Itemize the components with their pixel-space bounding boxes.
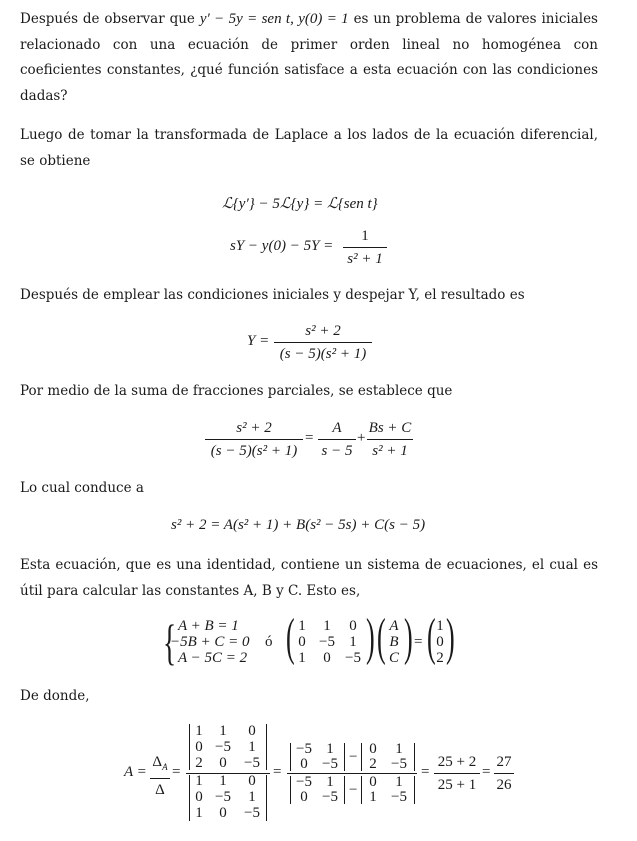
minor-num-1-left xyxy=(290,743,291,771)
delta-numerator xyxy=(150,752,170,777)
coef-cell-1-2: 1 xyxy=(323,618,331,634)
from-where-paragraph: De donde, xyxy=(20,688,90,704)
pf-bc-numerator: Bs + C xyxy=(368,420,412,436)
det-den-2-1: 0 xyxy=(195,789,203,805)
minor-num-1-a: −5 xyxy=(296,741,312,757)
det-num-3-1: 2 xyxy=(195,755,203,771)
laplace-equation-text: ℒ{y′} − 5ℒ{y} = ℒ{sen t} xyxy=(222,196,378,212)
system-eq-1: A + B = 1 xyxy=(178,618,239,634)
minor-den-2-d: −5 xyxy=(391,789,407,805)
pf-bc-denominator: s² + 1 xyxy=(372,443,408,459)
minor-num-2-a: 0 xyxy=(369,741,377,757)
cramer-equals-1: = xyxy=(172,764,181,780)
minor-den-minus: − xyxy=(349,782,358,798)
minor-num-minus: − xyxy=(349,749,358,765)
coef-matrix-left-paren: ( xyxy=(286,609,295,666)
final-numerator: 27 xyxy=(496,754,512,770)
minor-den-2-a: 0 xyxy=(369,774,377,790)
var-vector-right-paren: ) xyxy=(404,609,413,666)
transformed-numerator: 1 xyxy=(361,228,369,244)
minor-den-2-b: 1 xyxy=(395,774,403,790)
pf-left-fraction xyxy=(205,418,303,461)
coef-cell-3-2: 0 xyxy=(323,650,331,666)
minor-den-2-right xyxy=(414,776,415,804)
minor-den-1-d: −5 xyxy=(322,789,338,805)
minor-num-1-right xyxy=(344,743,345,771)
coef-cell-1-1: 1 xyxy=(298,618,306,634)
det-num-1-3: 0 xyxy=(248,723,256,739)
minor-num-2-right xyxy=(414,743,415,771)
det-num-1-2: 1 xyxy=(219,723,227,739)
coef-cell-3-3: −5 xyxy=(345,650,361,666)
pf-a-fraction xyxy=(318,418,356,461)
pf-a-numerator: A xyxy=(332,420,342,436)
result-fraction xyxy=(434,752,480,795)
var-vector-left-paren: ( xyxy=(377,609,386,666)
minor-den-1-right xyxy=(344,776,345,804)
var-b: B xyxy=(389,634,399,650)
det-num-2-1: 0 xyxy=(195,739,203,755)
rhs-2: 0 xyxy=(436,634,444,650)
coef-cell-2-3: 1 xyxy=(349,634,357,650)
result-denominator: 25 + 1 xyxy=(437,777,477,793)
system-brace: { xyxy=(163,614,177,670)
det-den-right-bar xyxy=(266,775,267,821)
cramer-equals-2: = xyxy=(273,764,282,780)
coef-cell-3-1: 1 xyxy=(298,650,306,666)
final-fraction xyxy=(494,752,514,795)
coef-cell-1-3: 0 xyxy=(349,618,357,634)
y-denominator: (s − 5)(s² + 1) xyxy=(279,346,367,362)
minor-num-2-b: 1 xyxy=(395,741,403,757)
partial-fractions-paragraph: Por medio de la suma de fracciones parciales, se establece que xyxy=(20,383,453,399)
det-num-3-3: −5 xyxy=(244,755,260,771)
y-fraction xyxy=(274,321,372,364)
delta-denominator: Δ xyxy=(155,782,165,798)
rhs-vector-right-paren: ) xyxy=(446,609,455,666)
minor-den-2-left xyxy=(361,776,362,804)
det-den-1-3: 0 xyxy=(248,773,256,789)
cramer-equals-3: = xyxy=(421,764,430,780)
transformed-denominator: s² + 1 xyxy=(347,251,383,267)
rhs-1: 1 xyxy=(436,618,444,634)
delta-fraction xyxy=(150,752,170,800)
minor-num-2-left xyxy=(361,743,362,771)
intro-ivp-equation: y′ − 5y = sen t, y(0) = 1 xyxy=(199,11,349,27)
final-denominator: 26 xyxy=(496,777,512,793)
pf-plus: + xyxy=(357,430,366,446)
system-paragraph: Esta ecuación, que es una identidad, contiene un sistema de ecuaciones, el cual es útil para calcular las constantes A, B y C. Esto es, xyxy=(20,557,598,599)
minor-num-2-c: 2 xyxy=(369,756,377,772)
minor-den-1-left xyxy=(290,776,291,804)
var-a: A xyxy=(389,618,399,634)
transformed-fraction xyxy=(343,226,387,269)
identity-text: s² + 2 = A(s² + 1) + B(s² − 5s) + C(s − 5) xyxy=(171,517,426,533)
y-numerator: s² + 2 xyxy=(305,323,341,339)
pf-a-denominator: s − 5 xyxy=(321,443,353,459)
det-den-3-1: 1 xyxy=(195,805,203,821)
det-den-2-2: −5 xyxy=(215,789,231,805)
minor-den-1-b: 1 xyxy=(326,774,334,790)
det-num-2-3: 1 xyxy=(248,739,256,755)
det-den-1-2: 1 xyxy=(219,773,227,789)
pf-left-numerator: s² + 2 xyxy=(236,420,272,436)
rhs-vector-left-paren: ( xyxy=(427,609,436,666)
result-numerator: 25 + 2 xyxy=(437,754,477,770)
leads-to-paragraph: Lo cual conduce a xyxy=(20,480,144,496)
vector-equals: = xyxy=(414,634,423,650)
minor-num-2-d: −5 xyxy=(391,756,407,772)
det-num-2-2: −5 xyxy=(215,739,231,755)
transformed-lhs: sY − y(0) − 5Y = xyxy=(230,238,334,254)
system-eq-2: −5B + C = 0 xyxy=(170,634,250,650)
intro-paragraph xyxy=(20,7,598,109)
coef-cell-2-2: −5 xyxy=(319,634,335,650)
minor-num-1-d: −5 xyxy=(322,756,338,772)
minor-den-1-a: −5 xyxy=(296,774,312,790)
coef-matrix-right-paren: ) xyxy=(366,609,375,666)
det-num-right-bar xyxy=(266,724,267,770)
det-den-3-3: −5 xyxy=(244,805,260,821)
det-num-1-1: 1 xyxy=(195,723,203,739)
y-lhs: Y = xyxy=(247,333,270,349)
rhs-3: 2 xyxy=(436,650,444,666)
a-lhs: A = xyxy=(124,764,147,780)
system-eq-3: A − 5C = 2 xyxy=(178,650,248,666)
det-den-1-1: 1 xyxy=(195,773,203,789)
laplace-intro-paragraph: Luego de tomar la transformada de Laplace a los lados de la ecuación diferencial, se obtiene xyxy=(20,127,598,169)
delta-a-subscript: A xyxy=(162,762,168,772)
det-den-left-bar xyxy=(189,775,190,821)
solve-y-paragraph: Después de emplear las condiciones iniciales y despejar Y, el resultado es xyxy=(20,287,525,303)
pf-equals: = xyxy=(305,430,314,446)
pf-left-denominator: (s − 5)(s² + 1) xyxy=(210,443,298,459)
det-den-2-3: 1 xyxy=(248,789,256,805)
det-den-3-2: 0 xyxy=(219,805,227,821)
cramer-equals-4: = xyxy=(482,764,491,780)
var-c: C xyxy=(388,650,399,666)
minor-den-1-c: 0 xyxy=(300,789,308,805)
minor-num-1-b: 1 xyxy=(326,741,334,757)
minor-den-2-c: 1 xyxy=(369,789,377,805)
det-num-left-bar xyxy=(189,724,190,770)
minor-num-1-c: 0 xyxy=(300,756,308,772)
det-num-3-2: 0 xyxy=(219,755,227,771)
coef-cell-2-1: 0 xyxy=(298,634,306,650)
delta-a-symbol: Δ xyxy=(152,754,163,770)
intro-text-start: Después de observar que xyxy=(20,11,200,27)
system-or: ó xyxy=(265,634,273,650)
pf-bc-fraction xyxy=(367,418,413,461)
intro-text-end: es un problema de valores iniciales relacionado con una ecuación de primer orden lineal no homogénea con coeficientes constantes, ¿qué función satisface a esta ecuación con las condiciones dadas? xyxy=(20,11,598,104)
